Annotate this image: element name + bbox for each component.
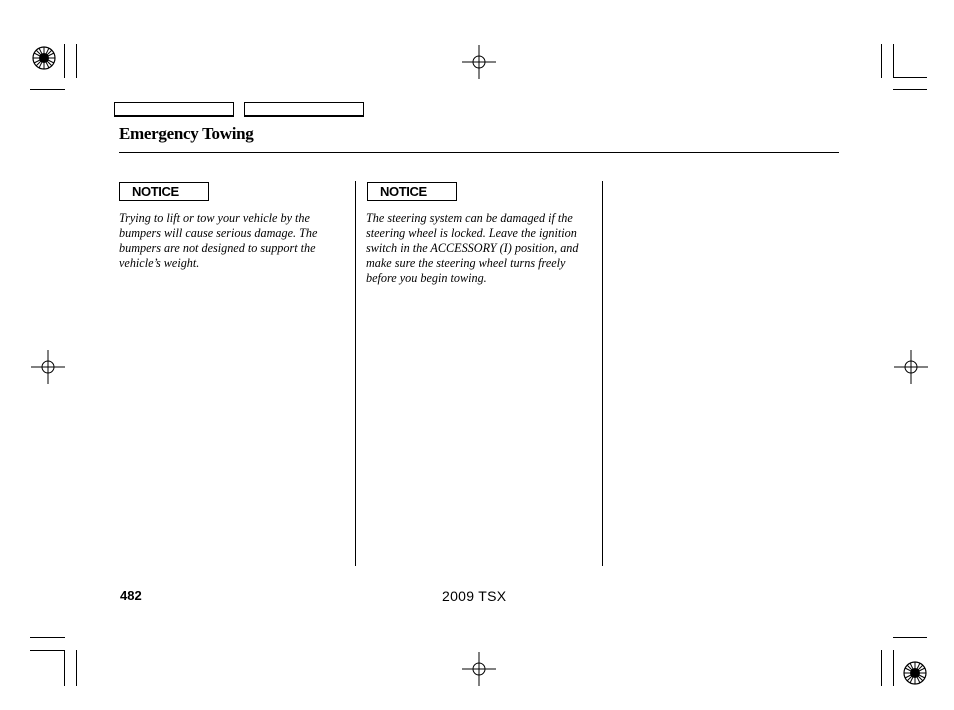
column-divider (602, 181, 603, 566)
registration-crosshair-icon (462, 45, 496, 79)
column-divider (355, 181, 356, 566)
crop-line (893, 77, 927, 78)
notice-text: The steering system can be damaged if the steering wheel is locked. Leave the ignition switch in the ACCESSORY (I) position, and make sure the steering wheel turns freely before you begin towing. (366, 211, 579, 285)
notice-label: NOTICE (367, 182, 457, 201)
registration-starburst-icon (902, 660, 928, 686)
registration-crosshair-icon (31, 350, 65, 384)
crop-line (893, 89, 927, 90)
crop-line (893, 44, 894, 78)
crop-line (64, 650, 65, 686)
registration-crosshair-icon (462, 652, 496, 686)
title-rule (119, 152, 839, 153)
crop-line (76, 650, 77, 686)
crop-line (76, 44, 77, 78)
crop-line (881, 650, 882, 686)
notice-text: Trying to lift or tow your vehicle by the bumpers will cause serious damage. The bumpers are not designed to support the vehicle’s weight. (119, 211, 318, 270)
crop-line (30, 89, 65, 90)
crop-line (893, 637, 927, 638)
registration-crosshair-icon (894, 350, 928, 384)
page-number: 482 (120, 588, 142, 603)
registration-starburst-icon (31, 45, 57, 71)
crop-line (881, 44, 882, 78)
section-tab-box (244, 102, 364, 117)
crop-line (30, 637, 65, 638)
crop-line (64, 44, 65, 78)
page-title: Emergency Towing (119, 124, 254, 143)
crop-line (30, 650, 65, 651)
notice-label: NOTICE (119, 182, 209, 201)
crop-line (893, 650, 894, 686)
section-tab-box (114, 102, 234, 117)
model-label: 2009 TSX (442, 588, 507, 604)
